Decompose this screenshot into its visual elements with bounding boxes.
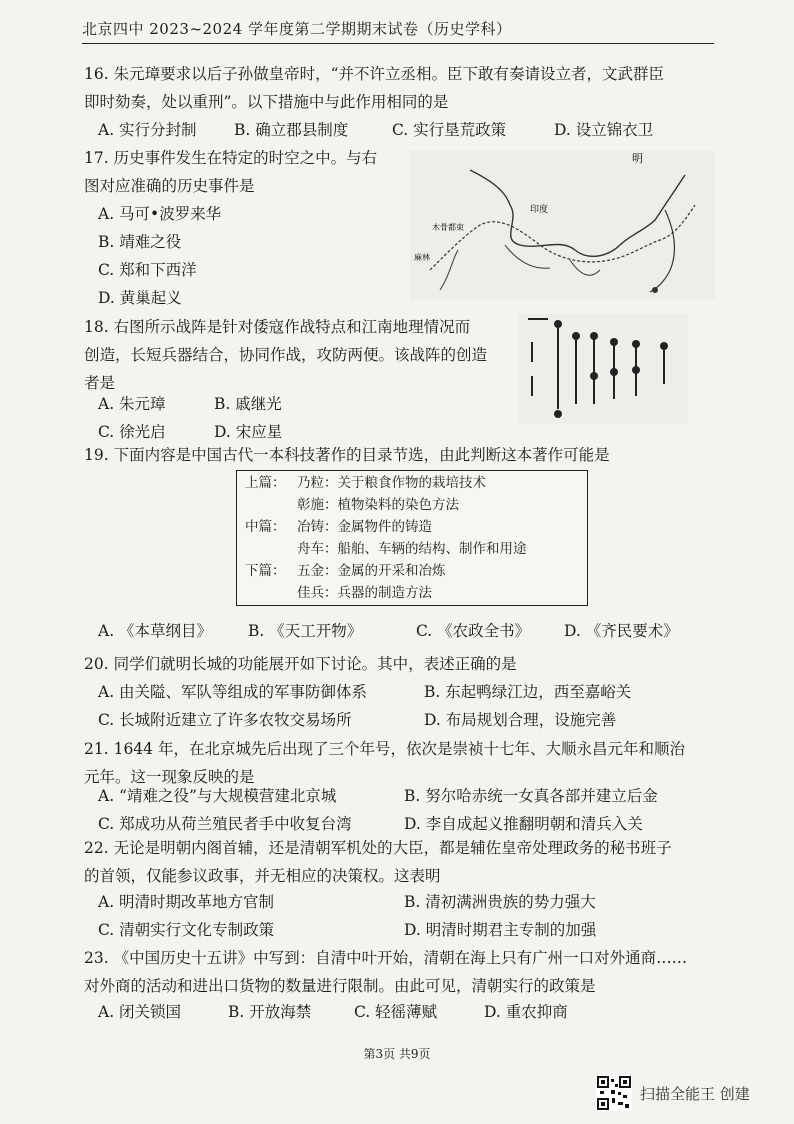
option-c[interactable]: C. 徐光启	[98, 423, 166, 441]
question-20-options	[98, 678, 718, 734]
map-label-malindi: 麻林	[414, 253, 430, 262]
toc-row: 佳兵：兵器的制造方法	[297, 585, 432, 601]
question-20-line1: 20. 同学们就明长城的功能展开如下讨论。其中，表述正确的是	[84, 655, 517, 673]
option-d[interactable]: D. 重农抑商	[484, 1003, 568, 1021]
question-16-line2: 即时劾奏，处以重刑”。以下措施中与此作用相同的是	[84, 93, 449, 111]
scanner-watermark	[596, 1073, 750, 1113]
toc-row: 舟车：船舶、车辆的结构、制作和用途	[297, 541, 527, 557]
option-b[interactable]: B. 靖难之役	[98, 233, 182, 251]
option-b[interactable]: B. 《天工开物》	[248, 622, 363, 640]
question-22	[84, 834, 724, 890]
map-marker	[652, 287, 658, 293]
option-a[interactable]: A. 朱元璋	[98, 395, 166, 413]
map-label-mogadishu: 木骨都束	[432, 223, 464, 232]
option-b[interactable]: B. 开放海禁	[228, 1003, 312, 1021]
option-c[interactable]: C. 实行垦荒政策	[392, 121, 507, 139]
question-23-options	[98, 998, 568, 1026]
option-a[interactable]: A. 明清时期改革地方官制	[98, 893, 275, 911]
toc-row: 中篇： 冶铸：金属物件的铸造	[245, 519, 432, 535]
toc-row: 彰施：植物染料的染色方法	[297, 497, 459, 513]
option-c[interactable]: C. 清朝实行文化专制政策	[98, 921, 275, 939]
question-22-line2: 的首领，仅能参议政事，并无相应的决策权。这表明	[84, 867, 441, 885]
option-c[interactable]: C. 长城附近建立了许多农牧交易场所	[98, 711, 352, 729]
question-21-line1: 21. 1644 年，在北京城先后出现了三个年号，依次是崇祯十七年、大顺永昌元年和顺治	[84, 740, 685, 758]
option-b[interactable]: B. 东起鸭绿江边，西至嘉峪关	[424, 683, 632, 701]
toc-box	[236, 470, 588, 606]
toc-row: 下篇： 五金：金属的开采和冶炼	[245, 563, 446, 579]
question-20	[84, 650, 724, 678]
question-17	[84, 144, 414, 200]
option-d[interactable]: D. 黄巢起义	[98, 289, 182, 307]
option-d[interactable]: D. 明清时期君主专制的加强	[404, 921, 597, 939]
option-d[interactable]: D. 李自成起义推翻明朝和清兵入关	[404, 815, 643, 833]
question-16-options	[98, 116, 653, 144]
option-a[interactable]: A. 《本草纲目》	[98, 622, 213, 640]
option-b[interactable]: B. 清初满洲贵族的势力强大	[404, 893, 596, 911]
question-18-line2: 创造，长短兵器结合，协同作战，攻防两便。该战阵的创造	[84, 346, 488, 364]
option-d[interactable]: D. 设立锦衣卫	[554, 121, 654, 139]
option-c[interactable]: C. 轻徭薄赋	[354, 1003, 438, 1021]
question-23	[84, 944, 724, 1000]
option-c[interactable]: C. 郑和下西洋	[98, 261, 197, 279]
question-19-options	[98, 617, 679, 645]
map-label-ming: 明	[632, 152, 643, 165]
option-a[interactable]: A. 由关隘、军队等组成的军事防御体系	[98, 683, 368, 701]
question-17-line1: 17. 历史事件发生在特定的时空之中。与右	[84, 149, 378, 167]
question-19	[84, 441, 724, 469]
question-18	[84, 313, 524, 397]
option-a[interactable]: A. 闭关锁国	[98, 1003, 182, 1021]
question-21-line2: 元年。这一现象反映的是	[84, 768, 255, 786]
question-23-line1: 23. 《中国历史十五讲》中写到：自清中叶开始，清朝在海上只有广州一口对外通商……	[84, 949, 688, 967]
question-18-line3: 者是	[84, 374, 116, 392]
option-a[interactable]: A. “靖难之役”与大规模营建北京城	[98, 787, 337, 805]
question-18-options	[98, 390, 398, 446]
battle-formation-figure	[518, 314, 688, 424]
figure-background	[518, 314, 688, 424]
exam-header: 北京四中 2023~2024 学年度第二学期期末试卷（历史学科）	[82, 18, 714, 44]
option-b[interactable]: B. 戚继光	[214, 395, 282, 413]
option-c[interactable]: C. 《农政全书》	[416, 622, 531, 640]
option-d[interactable]: D. 布局规划合理，设施完善	[424, 711, 617, 729]
question-16-line1: 16. 朱元璋要求以后子孙做皇帝时，“并不许立丞相。臣下敢有奏请设立者，文武群臣	[84, 65, 665, 83]
question-23-line2: 对外商的活动和进出口货物的数量进行限制。由此可见，清朝实行的政策是	[84, 977, 596, 995]
question-22-line1: 22. 无论是明朝内阁首辅，还是清朝军机处的大臣，都是辅佐皇帝处理政务的秘书班子	[84, 839, 672, 857]
page-number: 第3页 共9页	[363, 1047, 431, 1061]
toc-row: 上篇： 乃粒：关于粮食作物的栽培技术	[245, 475, 486, 491]
voyage-map-figure	[410, 150, 715, 300]
option-a[interactable]: A. 马可•波罗来华	[98, 205, 222, 223]
question-17-options	[98, 200, 298, 312]
question-16	[84, 60, 724, 116]
option-a[interactable]: A. 实行分封制	[98, 121, 197, 139]
map-label-india: 印度	[530, 205, 549, 215]
option-b[interactable]: B. 确立郡县制度	[234, 121, 349, 139]
option-c[interactable]: C. 郑成功从荷兰殖民者手中收复台湾	[98, 815, 352, 833]
option-d[interactable]: D. 宋应星	[214, 423, 283, 441]
option-b[interactable]: B. 努尔哈赤统一女真各部并建立后金	[404, 787, 658, 805]
question-18-line1: 18. 右图所示战阵是针对倭寇作战特点和江南地理情况而	[84, 318, 471, 336]
question-21-options	[98, 782, 718, 838]
question-19-line1: 19. 下面内容是中国古代一本科技著作的目录节选，由此判断这本著作可能是	[84, 446, 610, 464]
qr-code-icon	[596, 1075, 632, 1111]
question-17-line2: 图对应准确的历史事件是	[84, 177, 255, 195]
option-d[interactable]: D. 《齐民要术》	[564, 622, 679, 640]
watermark-text: 扫描全能王 创建	[640, 1084, 750, 1103]
question-22-options	[98, 888, 718, 944]
